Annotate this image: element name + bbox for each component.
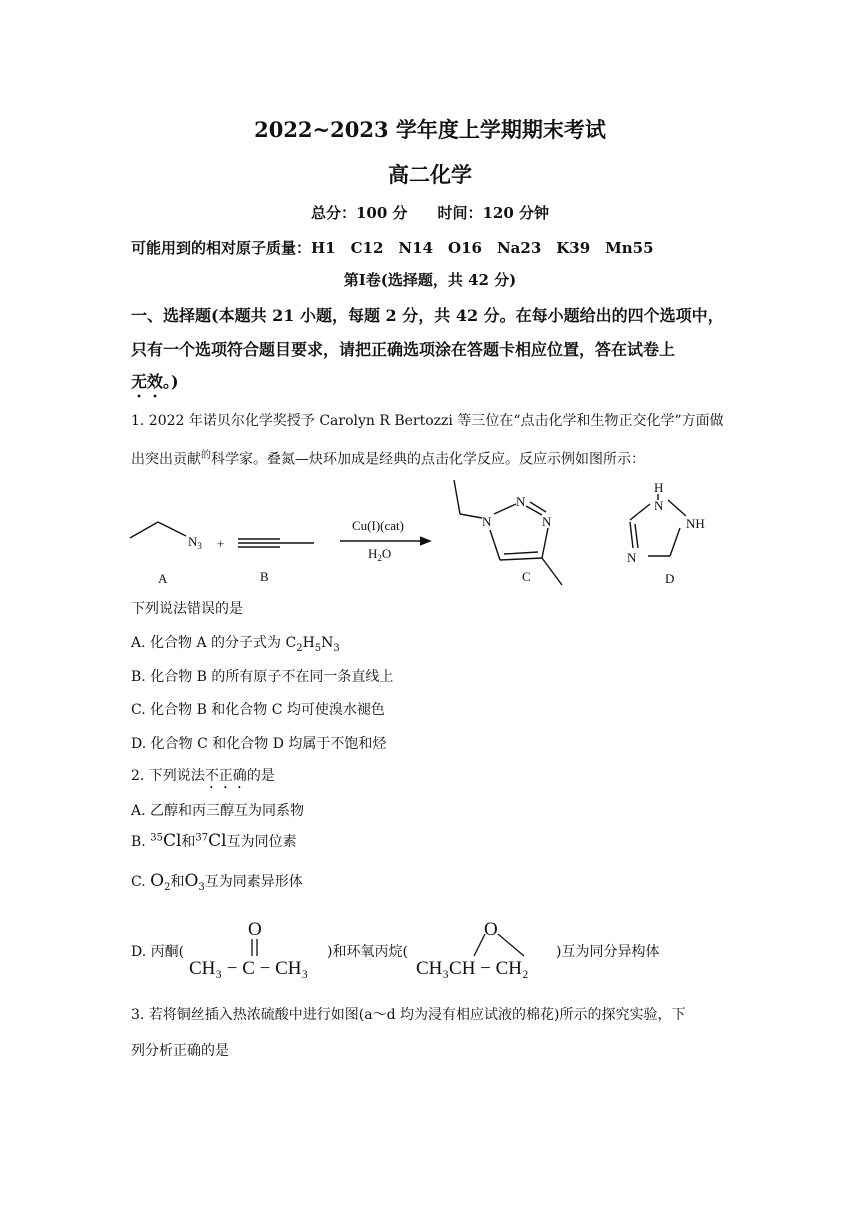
emphasis-text: 无效 (131, 372, 164, 391)
q3-line1: 3. 若将铜丝插入热浓硫酸中进行如图(a～d 均为浸有相应试液的棉花)所示的探究实验，下 (131, 1007, 686, 1023)
bond-a2 (158, 522, 186, 536)
label-a: A (158, 571, 168, 586)
q2-option-d-mid: )和环氧丙烷( (327, 944, 408, 960)
volume-heading: 第Ⅰ卷(选择题，共 42 分) (343, 271, 517, 289)
svg-text:CH₃CH − CH₂: CH₃CH − CH₂ (416, 958, 529, 979)
triazole-n3: N (542, 514, 552, 529)
section-instructions-line3: 无效。) (131, 372, 179, 391)
triazole-n1: N (482, 514, 492, 529)
subject-title: 高二化学 (388, 162, 472, 187)
q1-option-d: D. 化合物 C 和化合物 D 均属于不饱和烃 (131, 736, 387, 752)
azide-label: $N_3$ (188, 534, 202, 551)
q2-option-b: B. $^{35}$Cl和$^{37}$Cl互为同位素 (131, 831, 297, 851)
q1-option-a: A. 化合物 A 的分子式为 $C_2H_5N_3$ (131, 635, 340, 654)
q3-line2: 列分析正确的是 (131, 1043, 229, 1059)
d-h-label: H (654, 480, 664, 495)
q1-line2: 出突出贡献$^的$科学家。叠氮—炔环加成是经典的点击化学反应。反应示例如图所示： (131, 450, 645, 468)
catalyst-label: Cu(I)(cat) (352, 518, 404, 533)
solvent-label: $H_2O$ (368, 546, 392, 563)
reaction-scheme (120, 470, 740, 595)
d-n3-label: N (627, 550, 637, 565)
q2-option-d-suffix: )互为同分异构体 (556, 944, 660, 960)
triazole-n2: N (516, 494, 526, 509)
q1-stem: 下列说法错误的是 (131, 601, 243, 617)
label-d: D (665, 571, 675, 586)
svg-text:O: O (248, 919, 262, 940)
d-n1-label: N (654, 498, 664, 513)
section-instructions-line1: 一、选择题(本题共 21 小题，每题 2 分，共 42 分。在每小题给出的四个选项中， (131, 306, 724, 325)
exam-title: 2022~2023 学年度上学期期末考试 (254, 117, 606, 142)
svg-text:CH₃ − C − CH₃: CH₃ − C − CH₃ (189, 958, 309, 979)
epoxide-structure (414, 918, 556, 980)
q2-stem: 2. 下列说法不正确的是 (131, 768, 275, 784)
acetone-structure (185, 918, 327, 980)
atomic-masses: 可能用到的相对原子质量：H1 C12 N14 O16 Na23 K39 Mn55 (131, 239, 654, 257)
q1-option-b: B. 化合物 B 的所有原子不在同一条直线上 (131, 669, 394, 685)
d-nh-label: NH (686, 516, 705, 531)
bond-a1 (130, 522, 158, 538)
plus-sign: + (217, 536, 225, 551)
q2-option-c: C. $O_2$和$O_3$互为同素异形体 (131, 871, 303, 893)
q2-option-d-prefix: D. 丙酮( (131, 944, 185, 960)
score-time: 总分：100 分 时间：120 分钟 (310, 204, 550, 222)
q1-option-c: C. 化合物 B 和化合物 C 均可使溴水褪色 (131, 702, 385, 718)
label-c: C (522, 569, 531, 584)
emphasis-text: 不正确 (204, 768, 247, 784)
svg-text:O: O (484, 919, 498, 940)
label-b: B (260, 569, 269, 584)
q1-line1: 1. 2022 年诺贝尔化学奖授予 Carolyn R Bertozzi 等三位在“点击化学和生物正交化学”方面做 (131, 413, 724, 429)
q2-option-a: A. 乙醇和丙三醇互为同系物 (131, 803, 305, 819)
section-instructions-line2: 只有一个选项符合题目要求，请把正确选项涂在答题卡相应位置，答在试卷上 (131, 340, 676, 359)
